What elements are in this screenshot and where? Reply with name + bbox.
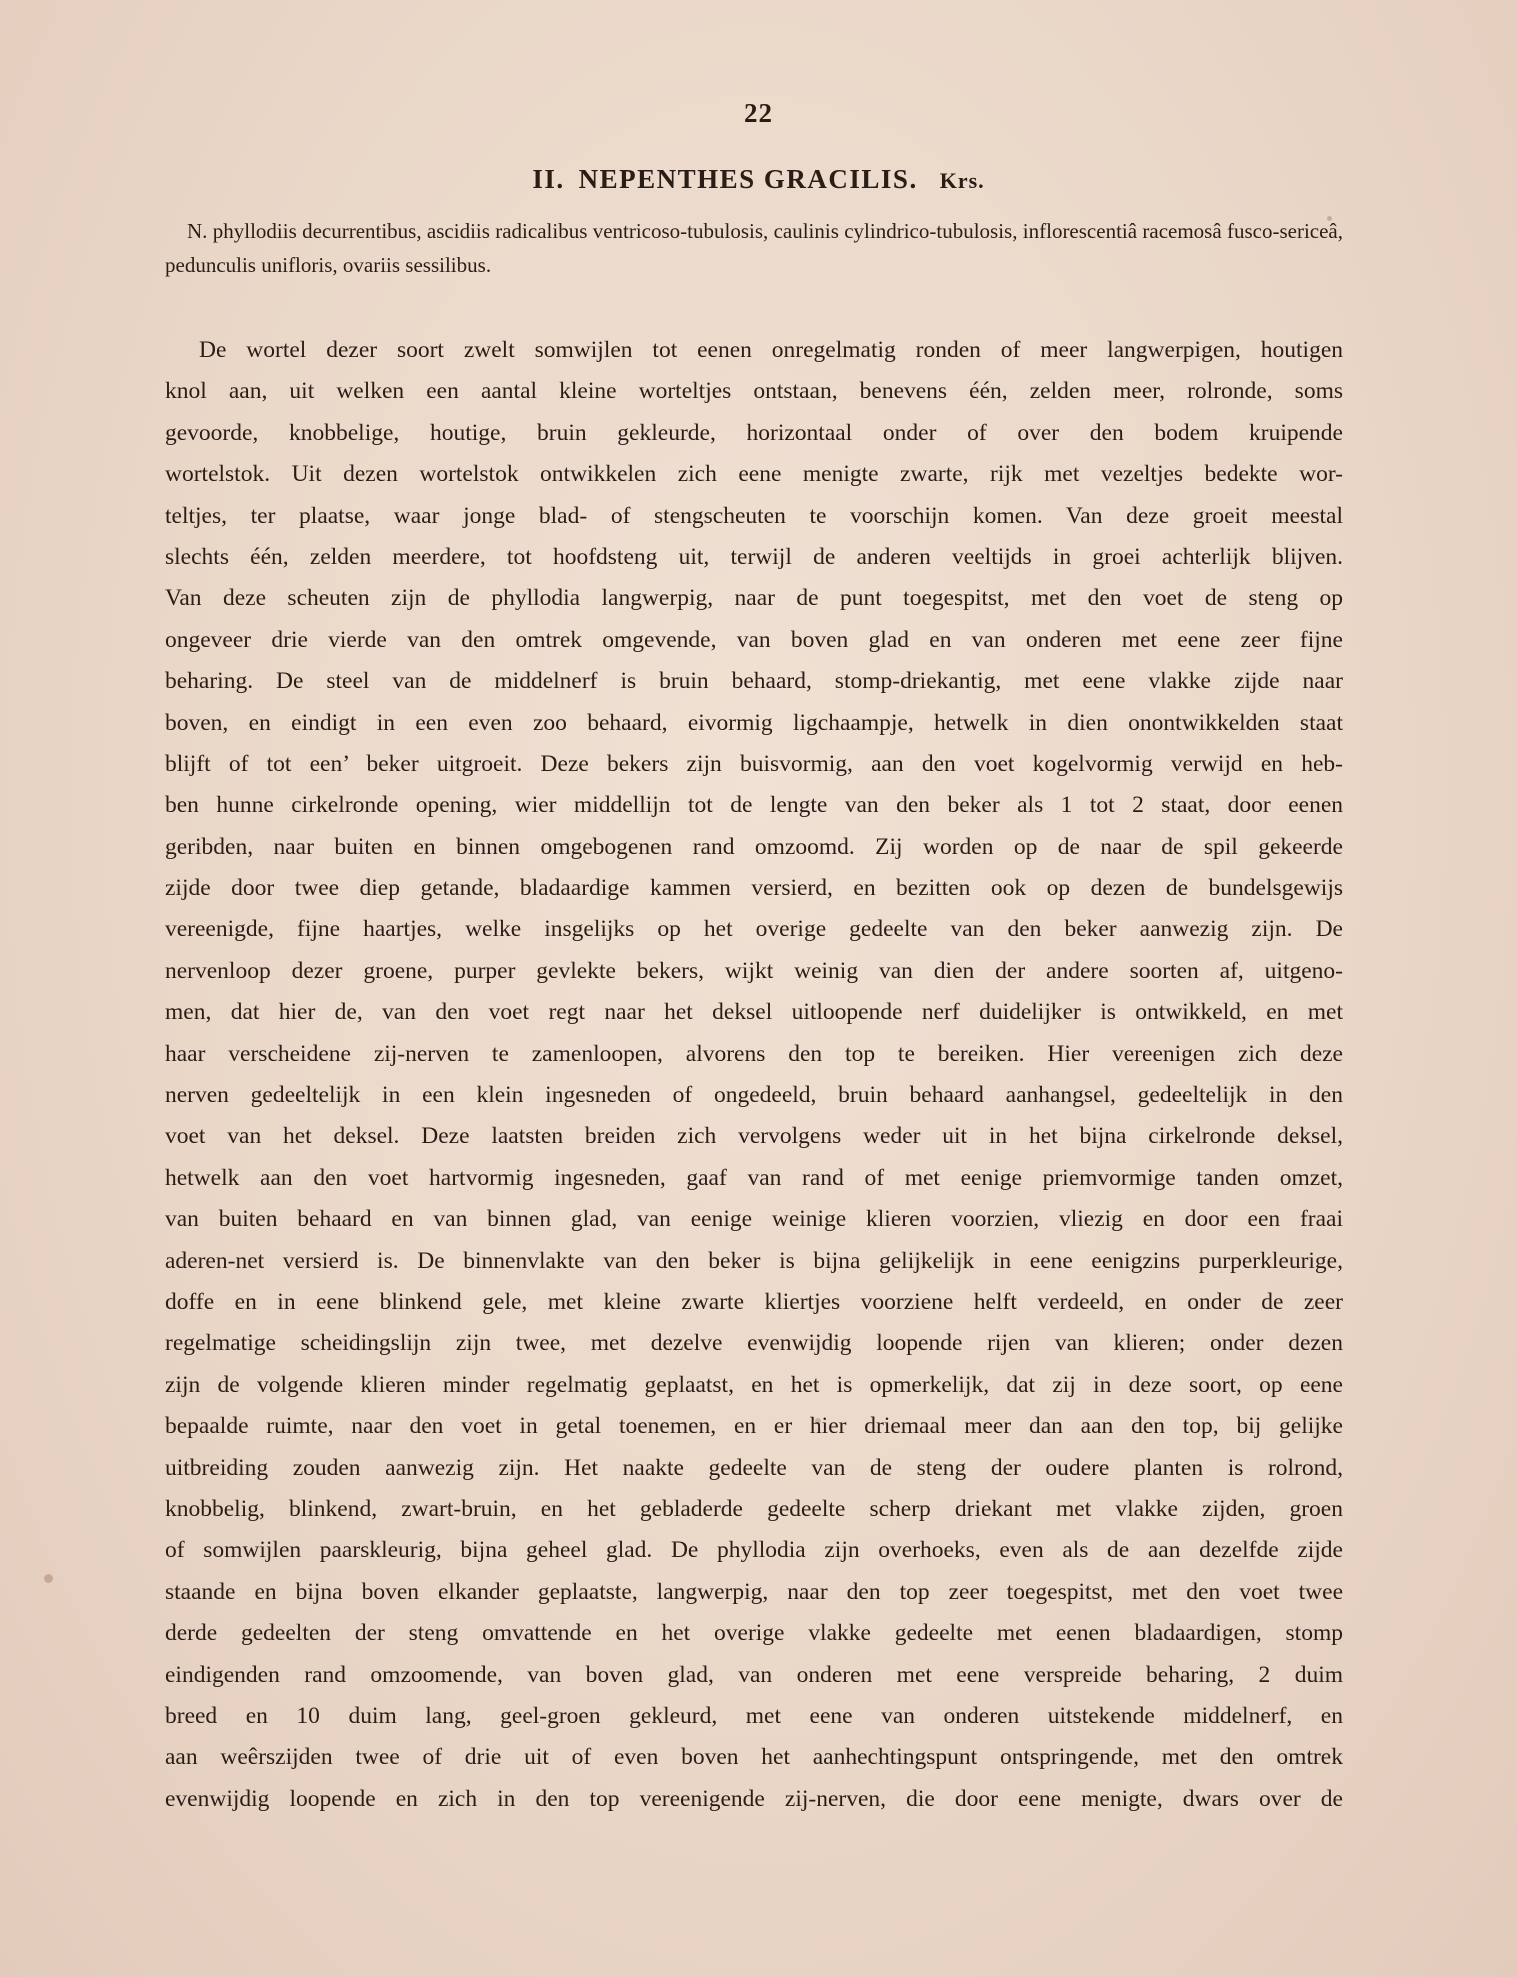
species-numeral: II. [532, 164, 565, 194]
text-line: ongeveer drie vierde van den omtrek omgevende, van boven glad en van onderen met eene zeer fijne [165, 626, 1343, 653]
text-line: staande en bijna boven elkander geplaatste, langwerpig, naar den top zeer toegespitst, met den voet twee [165, 1578, 1343, 1605]
species-title [0, 164, 1517, 195]
text-line: gevoorde, knobbelige, houtige, bruin gekleurde, horizontaal onder of over den bodem kruipende [165, 419, 1343, 446]
description-body [165, 330, 1343, 1820]
latin-diagnosis: N. phyllodiis decurrentibus, ascidiis radicalibus ventricoso-tubulosis, caulinis cylindrico-tubulosis, inflorescentiâ racemosâ fusco-sericeâ, pedunculis unifloris, ovariis sessilibus. [165, 219, 1343, 277]
text-line: wortelstok. Uit dezen wortelstok ontwikkelen zich eene menigte zwarte, rijk met vezeltjes bedekte wor- [165, 461, 1343, 488]
page-number: 22 [744, 98, 773, 128]
text-line: geribden, naar buiten en binnen omgebogenen rand omzoomd. Zij worden op de naar de spil gekeerde [165, 833, 1343, 860]
text-line: haar verscheidene zij-nerven te zamenloopen, alvorens den top te bereiken. Hier vereenigen zich deze [165, 1040, 1343, 1067]
text-line: ben hunne cirkelronde opening, wier middellijn tot de lengte van den beker als 1 tot 2 staat, door eenen [165, 792, 1343, 819]
text-line: nerven gedeeltelijk in een klein ingesneden of ongedeeld, bruin behaard aanhangsel, gedeeltelijk in den [165, 1082, 1343, 1109]
text-line: eindigenden rand omzoomende, van boven glad, van onderen met eene verspreide beharing, 2 duim [165, 1661, 1343, 1688]
text-line: nervenloop dezer groene, purper gevlekte bekers, wijkt weinig van dien der andere soorten af, uitgeno- [165, 957, 1343, 984]
text-line: teltjes, ter plaatse, waar jonge blad- of stengscheuten te voorschijn komen. Van deze groeit meestal [165, 502, 1343, 529]
text-line: knol aan, uit welken een aantal kleine worteltjes ontstaan, benevens één, zelden meer, rolronde, soms [165, 378, 1343, 405]
text-line: regelmatige scheidingslijn zijn twee, met dezelve evenwijdig loopende rijen van klieren; onder dezen [165, 1330, 1343, 1357]
paper-stain [44, 1574, 53, 1583]
text-line: beharing. De steel van de middelnerf is bruin behaard, stomp-driekantig, met eene vlakke zijde naar [165, 668, 1343, 695]
text-line: derde gedeelten der steng omvattende en het overige vlakke gedeelte met eenen bladaardigen, stomp [165, 1620, 1343, 1647]
text-line: evenwijdig loopende en zich in den top vereenigende zij-nerven, die door eene menigte, dwars over de [165, 1785, 1343, 1812]
text-line: zijn de volgende klieren minder regelmatig geplaatst, en het is opmerkelijk, dat zij in deze soort, op eene [165, 1371, 1343, 1398]
species-author: Krs. [939, 168, 985, 193]
text-line: voet van het deksel. Deze laatsten breiden zich vervolgens weder uit in het bijna cirkelronde deksel, [165, 1123, 1343, 1150]
text-line: boven, en eindigt in een even zoo behaard, eivormig ligchaampje, hetwelk in dien onontwikkelden staat [165, 709, 1343, 736]
text-line: Van deze scheuten zijn de phyllodia langwerpig, naar de punt toegespitst, met den voet de steng op [165, 585, 1343, 612]
text-line: knobbelig, blinkend, zwart-bruin, en het gebladerde gedeelte scherp driekant met vlakke zijden, groen [165, 1495, 1343, 1522]
text-line: blijft of tot een’ beker uitgroeit. Deze bekers zijn buisvormig, aan den voet kogelvormig verwijd en heb- [165, 750, 1343, 777]
text-line: doffe en in eene blinkend gele, met kleine zwarte kliertjes voorziene helft verdeeld, en onder de zeer [165, 1288, 1343, 1315]
text-line: men, dat hier de, van den voet regt naar het deksel uitloopende nerf duidelijker is ontwikkeld, en met [165, 999, 1343, 1026]
text-line: vereenigde, fijne haartjes, welke insgelijks op het overige gedeelte van den beker aanwezig zijn. De [165, 916, 1343, 943]
text-line: zijde door twee diep getande, bladaardige kammen versierd, en bezitten ook op dezen de bundelsgewijs [165, 875, 1343, 902]
text-line: hetwelk aan den voet hartvormig ingesneden, gaaf van rand of met eenige priemvormige tanden omzet, [165, 1164, 1343, 1191]
text-line: breed en 10 duim lang, geel-groen gekleurd, met eene van onderen uitstekende middelnerf, en [165, 1702, 1343, 1729]
text-line: uitbreiding zouden aanwezig zijn. Het naakte gedeelte van de steng der oudere planten is rolrond, [165, 1454, 1343, 1481]
text-line: bepaalde ruimte, naar den voet in getal toenemen, en er hier driemaal meer dan aan den top, bij gelijke [165, 1413, 1343, 1440]
species-name: NEPENTHES GRACILIS. [578, 164, 918, 194]
text-line: aderen-net versierd is. De binnenvlakte van den beker is bijna gelijkelijk in eene eenigzins purperkleurige, [165, 1247, 1343, 1274]
text-line: aan weêrszijden twee of drie uit of even boven het aanhechtingspunt ontspringende, met den omtrek [165, 1744, 1343, 1771]
text-line: of somwijlen paarskleurig, bijna geheel glad. De phyllodia zijn overhoeks, even als de aan dezelfde zijde [165, 1537, 1343, 1564]
text-line: van buiten behaard en van binnen glad, van eenige weinige klieren voorzien, vliezig en door een fraai [165, 1206, 1343, 1233]
text-line: slechts één, zelden meerdere, tot hoofdsteng uit, terwijl de anderen veeltijds in groei achterlijk blijven. [165, 543, 1343, 570]
text-line: De wortel dezer soort zwelt somwijlen tot eenen onregelmatig ronden of meer langwerpigen, houtigen [199, 337, 1343, 363]
